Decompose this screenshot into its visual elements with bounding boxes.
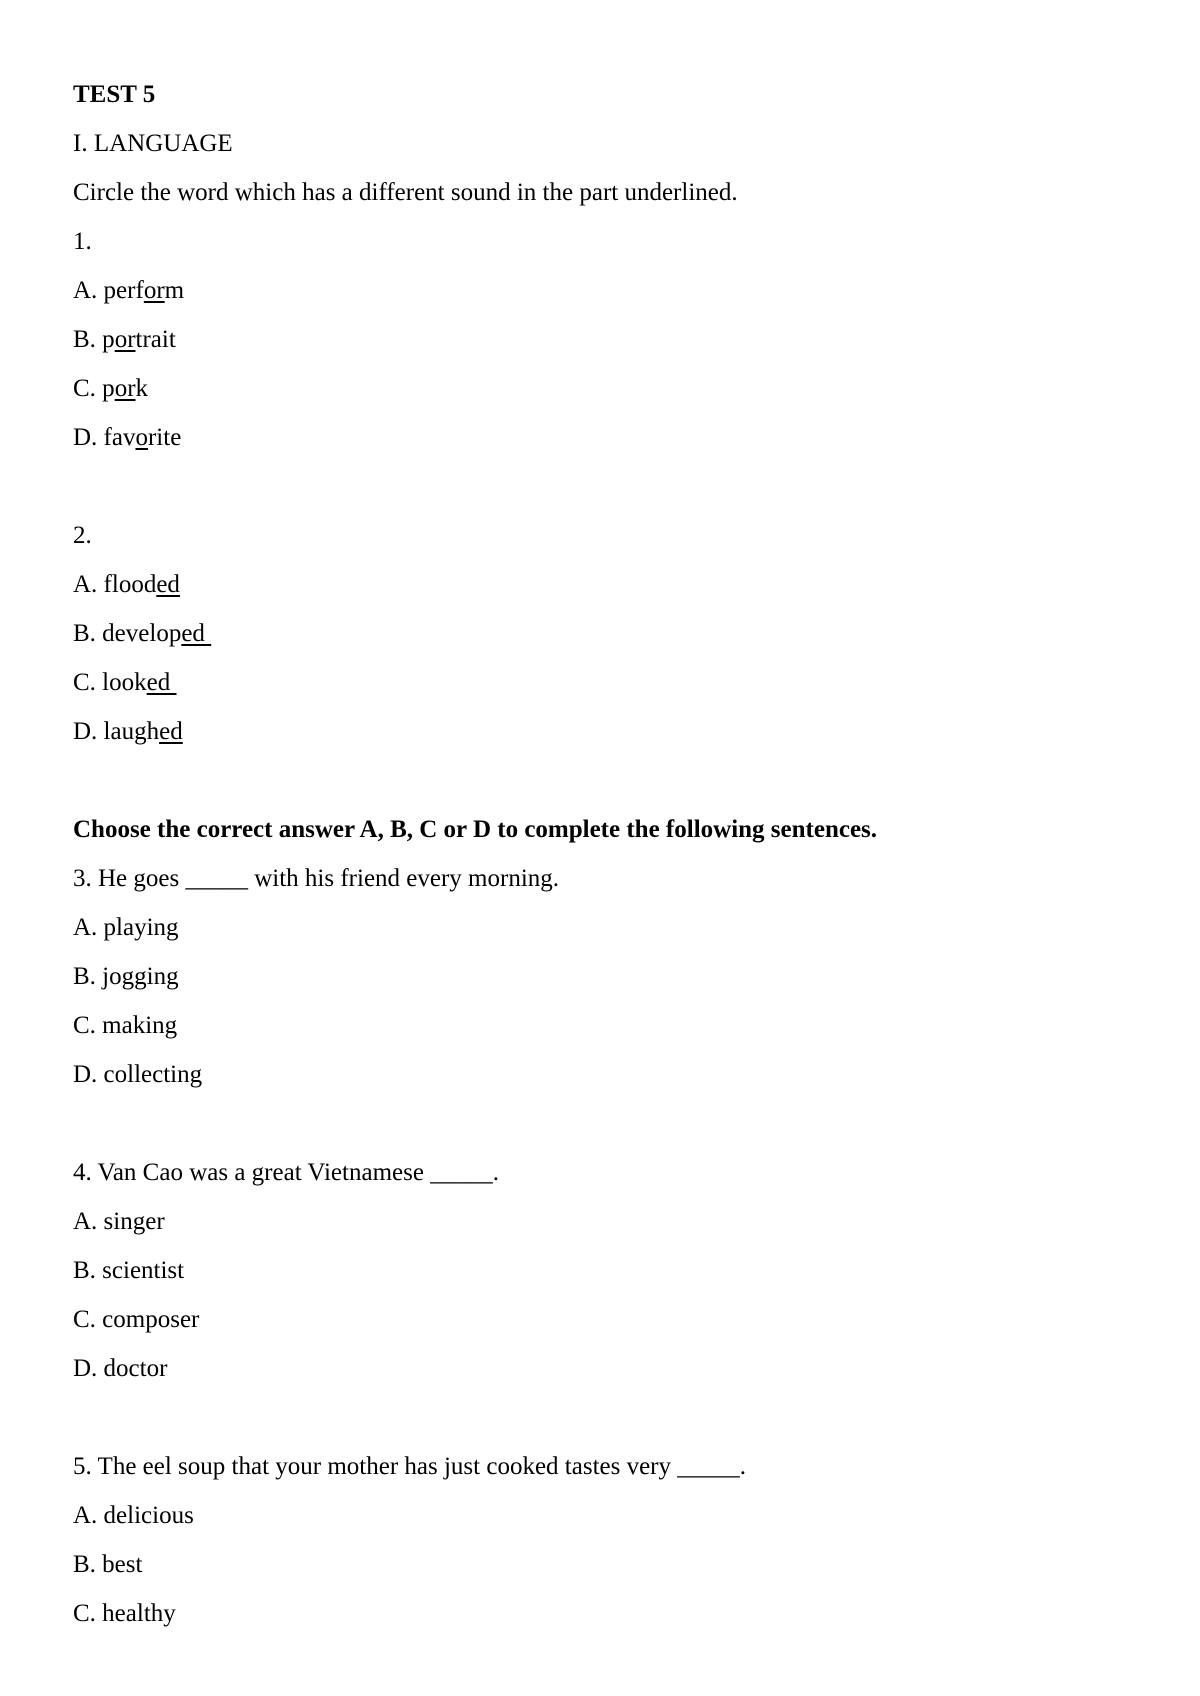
spacer <box>73 756 1133 805</box>
question-3-text: 3. He goes _____ with his friend every morning. <box>73 865 560 892</box>
q4-option-b[interactable]: B. scientist <box>73 1257 185 1284</box>
q3-option-a[interactable]: A. playing <box>73 914 179 941</box>
q2-option-a[interactable]: A. flooded <box>73 571 180 598</box>
q5-option-a[interactable]: A. delicious <box>73 1502 194 1529</box>
q3-option-b[interactable]: B. jogging <box>73 963 179 990</box>
underlined-part: or <box>114 326 136 353</box>
section-title: I. LANGUAGE <box>73 130 233 157</box>
q2-option-d[interactable]: D. laughed <box>73 718 183 745</box>
q4-option-d[interactable]: D. doctor <box>73 1355 168 1382</box>
worksheet-page <box>73 70 1133 1638</box>
underlined-part: o <box>135 424 148 451</box>
underlined-part: or <box>114 375 136 402</box>
spacer <box>73 462 1133 511</box>
spacer <box>73 1099 1133 1148</box>
q4-option-a[interactable]: A. singer <box>73 1208 165 1235</box>
question-5-text: 5. The eel soup that your mother has just cooked tastes very _____. <box>73 1453 747 1480</box>
q5-option-c[interactable]: C. healthy <box>73 1600 176 1627</box>
q1-option-c[interactable]: C. pork <box>73 375 149 402</box>
question-1-number: 1. <box>73 228 92 255</box>
q1-option-b[interactable]: B. portrait <box>73 326 176 353</box>
q3-option-d[interactable]: D. collecting <box>73 1061 203 1088</box>
underlined-part: or <box>143 277 165 304</box>
q1-option-d[interactable]: D. favorite <box>73 424 182 451</box>
question-2-number: 2. <box>73 522 92 549</box>
instruction-pronunciation: Circle the word which has a different sound in the part underlined. <box>73 179 738 206</box>
q4-option-c[interactable]: C. composer <box>73 1306 200 1333</box>
q3-option-c[interactable]: C. making <box>73 1012 178 1039</box>
q2-option-b[interactable]: B. developed <box>73 620 212 647</box>
underlined-part: ed <box>181 620 212 647</box>
test-title: TEST 5 <box>73 81 156 108</box>
instruction-multiple-choice: Choose the correct answer A, B, C or D to complete the following sentences. <box>73 816 878 843</box>
underlined-part: ed <box>159 718 183 745</box>
underlined-part: ed <box>146 669 177 696</box>
q2-option-c[interactable]: C. looked <box>73 669 177 696</box>
q5-option-b[interactable]: B. best <box>73 1551 143 1578</box>
spacer <box>73 1393 1133 1442</box>
q1-option-a[interactable]: A. perform <box>73 277 185 304</box>
underlined-part: ed <box>156 571 180 598</box>
question-4-text: 4. Van Cao was a great Vietnamese _____. <box>73 1159 499 1186</box>
